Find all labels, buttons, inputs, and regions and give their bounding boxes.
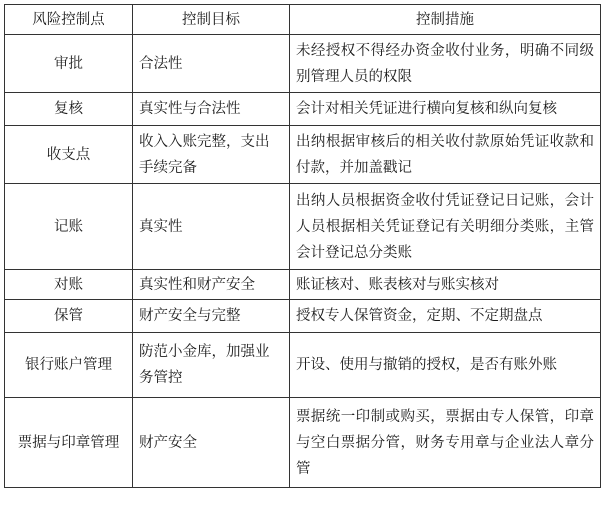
control-measure-cell: 票据统一印制或购买，票据由专人保管，印章与空白票据分管，财务专用章与企业法人章分管 bbox=[290, 398, 601, 488]
control-measure-cell: 出纳人员根据资金收付凭证登记日记账，会计人员根据相关凭证登记有关明细分类账，主管会计登记总分类账 bbox=[290, 184, 601, 270]
control-measure-cell: 未经授权不得经办资金收付业务，明确不同级别管理人员的权限 bbox=[290, 35, 601, 93]
risk-point-cell: 票据与印章管理 bbox=[5, 398, 133, 488]
header-control-measure: 控制措施 bbox=[290, 5, 601, 35]
risk-point-cell: 审批 bbox=[5, 35, 133, 93]
risk-point-cell: 银行账户管理 bbox=[5, 333, 133, 398]
table-row bbox=[5, 398, 601, 488]
risk-point-cell: 记账 bbox=[5, 184, 133, 270]
control-measure-cell: 开设、使用与撤销的授权，是否有账外账 bbox=[290, 333, 601, 398]
header-risk-point: 风险控制点 bbox=[5, 5, 133, 35]
control-goal-cell: 财产安全 bbox=[133, 398, 290, 488]
control-goal-cell: 真实性与合法性 bbox=[133, 93, 290, 126]
table-row bbox=[5, 93, 601, 126]
table-row bbox=[5, 35, 601, 93]
risk-point-cell: 对账 bbox=[5, 270, 133, 300]
control-measure-cell: 账证核对、账表核对与账实核对 bbox=[290, 270, 601, 300]
table-row bbox=[5, 333, 601, 398]
control-measure-cell: 授权专人保管资金，定期、不定期盘点 bbox=[290, 300, 601, 333]
risk-point-cell: 收支点 bbox=[5, 126, 133, 184]
control-goal-cell: 真实性 bbox=[133, 184, 290, 270]
table-row bbox=[5, 184, 601, 270]
control-goal-cell: 财产安全与完整 bbox=[133, 300, 290, 333]
control-goal-cell: 防范小金库，加强业务管控 bbox=[133, 333, 290, 398]
header-control-goal: 控制目标 bbox=[133, 5, 290, 35]
table-header-row bbox=[5, 5, 601, 35]
table-row bbox=[5, 270, 601, 300]
table-row bbox=[5, 300, 601, 333]
table-row bbox=[5, 126, 601, 184]
risk-point-cell: 保管 bbox=[5, 300, 133, 333]
control-goal-cell: 真实性和财产安全 bbox=[133, 270, 290, 300]
control-measure-cell: 会计对相关凭证进行横向复核和纵向复核 bbox=[290, 93, 601, 126]
risk-point-cell: 复核 bbox=[5, 93, 133, 126]
control-measure-cell: 出纳根据审核后的相关收付款原始凭证收款和付款，并加盖戳记 bbox=[290, 126, 601, 184]
risk-control-table bbox=[4, 4, 601, 488]
control-goal-cell: 收入入账完整，支出手续完备 bbox=[133, 126, 290, 184]
control-goal-cell: 合法性 bbox=[133, 35, 290, 93]
